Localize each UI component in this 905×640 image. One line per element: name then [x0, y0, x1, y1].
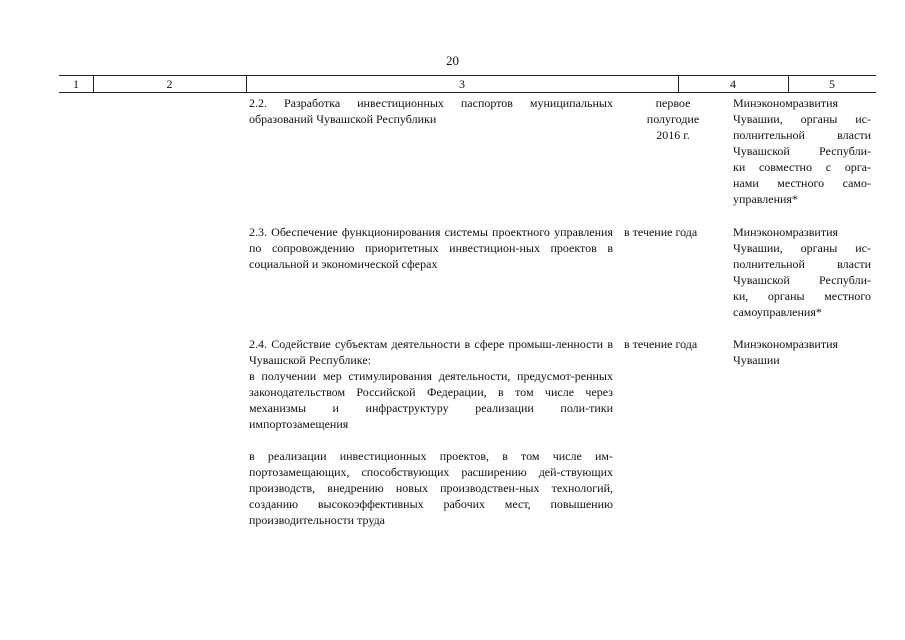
- column-header-2: 2: [166, 77, 173, 91]
- responsible-line: Чувашской Республи-: [733, 144, 871, 158]
- deadline-cell-2-4: [624, 336, 722, 352]
- deadline-line: в течение года: [624, 337, 698, 351]
- page-number: 20: [446, 53, 459, 68]
- responsible-line: Чувашской Республи-: [733, 273, 871, 287]
- deadline-line: в течение года: [624, 225, 698, 239]
- table-row-item-2-3: [249, 224, 613, 272]
- responsible-line: Минэкономразвития: [733, 337, 839, 351]
- column-header-5: 5: [829, 77, 835, 91]
- responsible-line: ки, органы местного: [733, 289, 871, 303]
- deadline-line: полугодие: [646, 112, 700, 126]
- responsible-line: полнительной власти: [733, 128, 871, 142]
- column-header-3: 3: [459, 77, 465, 91]
- responsible-line: управления*: [733, 192, 798, 206]
- item-text: 2.4. Содействие субъектам деятельности в сфере промыш-ленности в Чувашской Республике:: [249, 337, 613, 367]
- item-text: в получении мер стимулирования деятельности, предусмот-ренных законодательством Российской Федерации, в том числе через механизмы и инфраструктуру реализации поли-тики импортозамещения: [249, 369, 613, 431]
- table-row-item-2-2: [249, 95, 613, 127]
- column-header-4: 4: [730, 77, 736, 91]
- column-header-1: 1: [73, 77, 79, 91]
- responsible-line: Минэкономразвития: [733, 96, 839, 110]
- responsible-line: полнительной власти: [733, 257, 871, 271]
- table-row-item-2-4: [249, 336, 613, 528]
- responsible-cell-2-3: [733, 224, 871, 320]
- deadline-cell-2-2: [624, 95, 722, 143]
- responsible-line: нами местного само-: [733, 176, 871, 190]
- item-text: 2.2. Разработка инвестиционных паспортов муниципальных образований Чувашской Республики: [249, 96, 613, 126]
- responsible-line: Чувашии, органы ис-: [733, 112, 871, 126]
- responsible-cell-2-4: [733, 336, 871, 368]
- item-text: в реализации инвестиционных проектов, в том числе им-портозамещающих, способствующих расширению дей-ствующих производств, внедрению новых производствен-ных технологий, созданию высокоэффективных рабочих мест, повышению производительности труда: [249, 449, 613, 527]
- responsible-line: ки совместно с орга-: [733, 160, 871, 174]
- deadline-line: первое: [655, 96, 691, 110]
- responsible-line: Чувашии, органы ис-: [733, 241, 871, 255]
- responsible-cell-2-2: [733, 95, 871, 207]
- responsible-line: Минэкономразвития: [733, 225, 839, 239]
- item-text: 2.3. Обеспечение функционирования системы проектного управления по сопровождению приоритетных инвестицион-ных проектов в социальной и экономической сферах: [249, 225, 613, 271]
- deadline-line: 2016 г.: [656, 128, 690, 142]
- table-header-row: [59, 75, 876, 93]
- deadline-cell-2-3: [624, 224, 722, 240]
- responsible-line: самоуправления*: [733, 305, 822, 319]
- responsible-line: Чувашии: [733, 353, 780, 367]
